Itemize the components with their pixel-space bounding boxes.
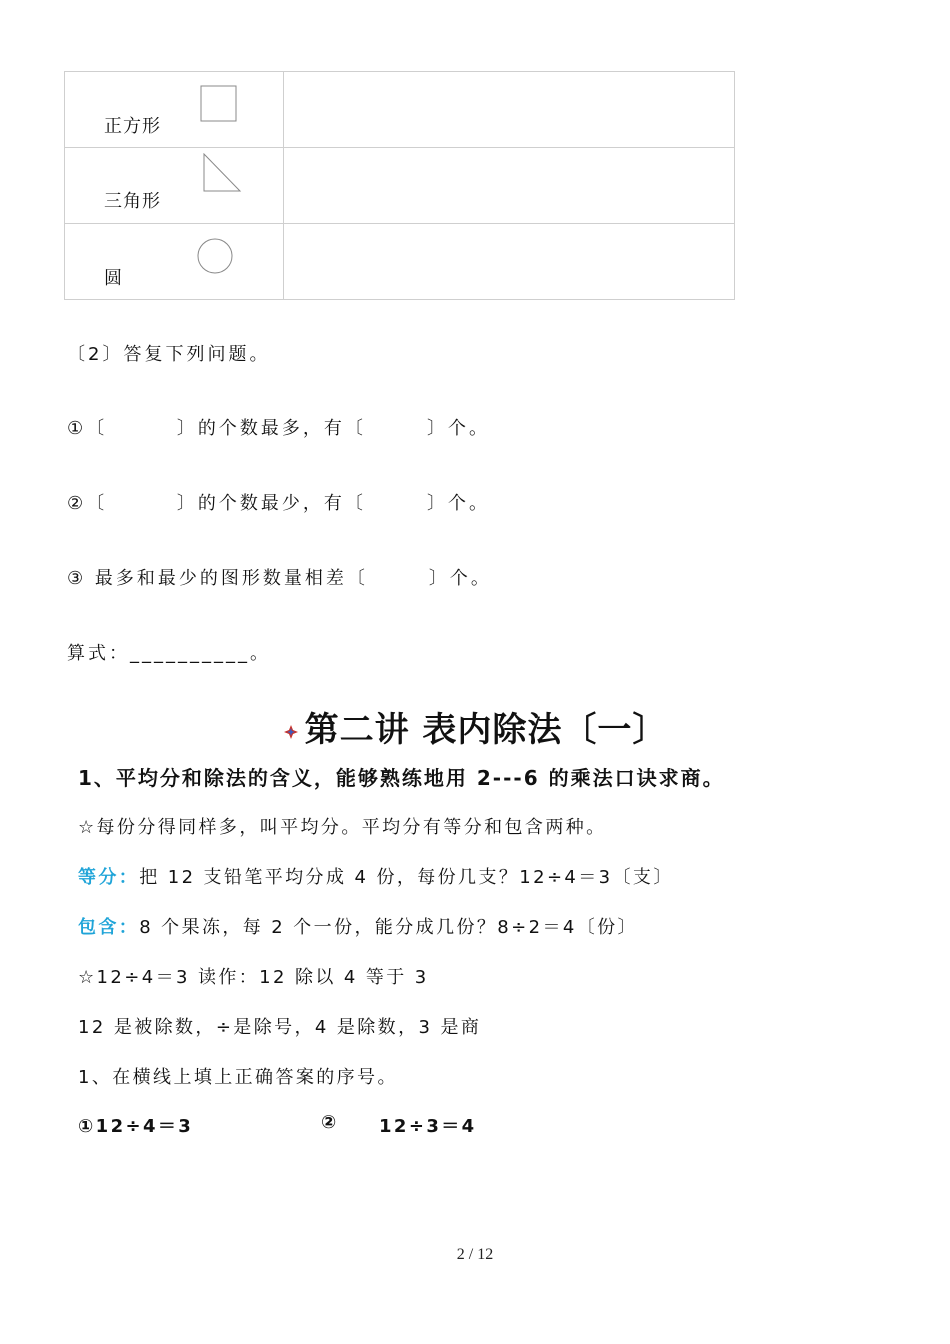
star-bullet-icon — [283, 724, 299, 740]
question-most: ①〔 〕的个数最多，有〔 〕个。 — [67, 418, 490, 439]
table-row — [65, 224, 734, 299]
shape-cell — [65, 224, 284, 299]
shape-label: 三角形 — [104, 191, 161, 212]
section-heading: 1、平均分和除法的含义，能够熟练地用 2---6 的乘法口诀求商。 — [78, 766, 725, 790]
table-row — [65, 72, 734, 148]
shape-label: 正方形 — [104, 116, 161, 137]
page-number: 2 / 12 — [456, 1246, 494, 1263]
lecture-title — [0, 702, 950, 751]
shapes-table — [64, 71, 735, 300]
equal-division-label: 等分： — [78, 867, 140, 888]
triangle-icon — [203, 153, 243, 193]
circle-icon — [197, 238, 235, 276]
definition-average: ☆每份分得同样多，叫平均分。平均分有等分和包含两种。 — [78, 817, 607, 838]
lecture-title-text: 第二讲 表内除法〔一〕 — [304, 710, 668, 750]
containment-text: 8 个果冻，每 2 个一份，能分成几份？8÷2＝4〔份〕 — [139, 917, 638, 938]
square-icon — [200, 85, 238, 123]
question-intro: 〔2〕答复下列问题。 — [67, 344, 271, 365]
equation-2-number: ② — [321, 1112, 339, 1133]
shape-cell — [65, 148, 284, 223]
question-difference: ③ 最多和最少的图形数量相差〔 〕个。 — [67, 568, 492, 589]
parts-line: 12 是被除数，÷是除号，4 是除数，3 是商 — [78, 1017, 482, 1038]
answer-cell[interactable] — [284, 72, 734, 147]
equation-2: 12÷3＝4 — [379, 1116, 477, 1137]
shape-cell — [65, 72, 284, 147]
answer-cell[interactable] — [284, 148, 734, 223]
equal-division-line — [78, 863, 674, 889]
question-least: ②〔 〕的个数最少，有〔 〕个。 — [67, 493, 490, 514]
shape-label: 圆 — [104, 268, 123, 289]
exercise-intro: 1、在横线上填上正确答案的序号。 — [78, 1067, 398, 1088]
read-as-line: ☆12÷4＝3 读作：12 除以 4 等于 3 — [78, 967, 429, 988]
equal-division-text: 把 12 支铅笔平均分成 4 份，每份几支？12÷4＝3〔支〕 — [139, 867, 674, 888]
answer-cell[interactable] — [284, 224, 734, 299]
containment-label: 包含： — [78, 917, 140, 938]
formula-line: 算式：__________。 — [67, 643, 271, 664]
table-row — [65, 148, 734, 224]
equation-1: ①12÷4＝3 — [78, 1116, 194, 1137]
containment-line — [78, 913, 638, 939]
